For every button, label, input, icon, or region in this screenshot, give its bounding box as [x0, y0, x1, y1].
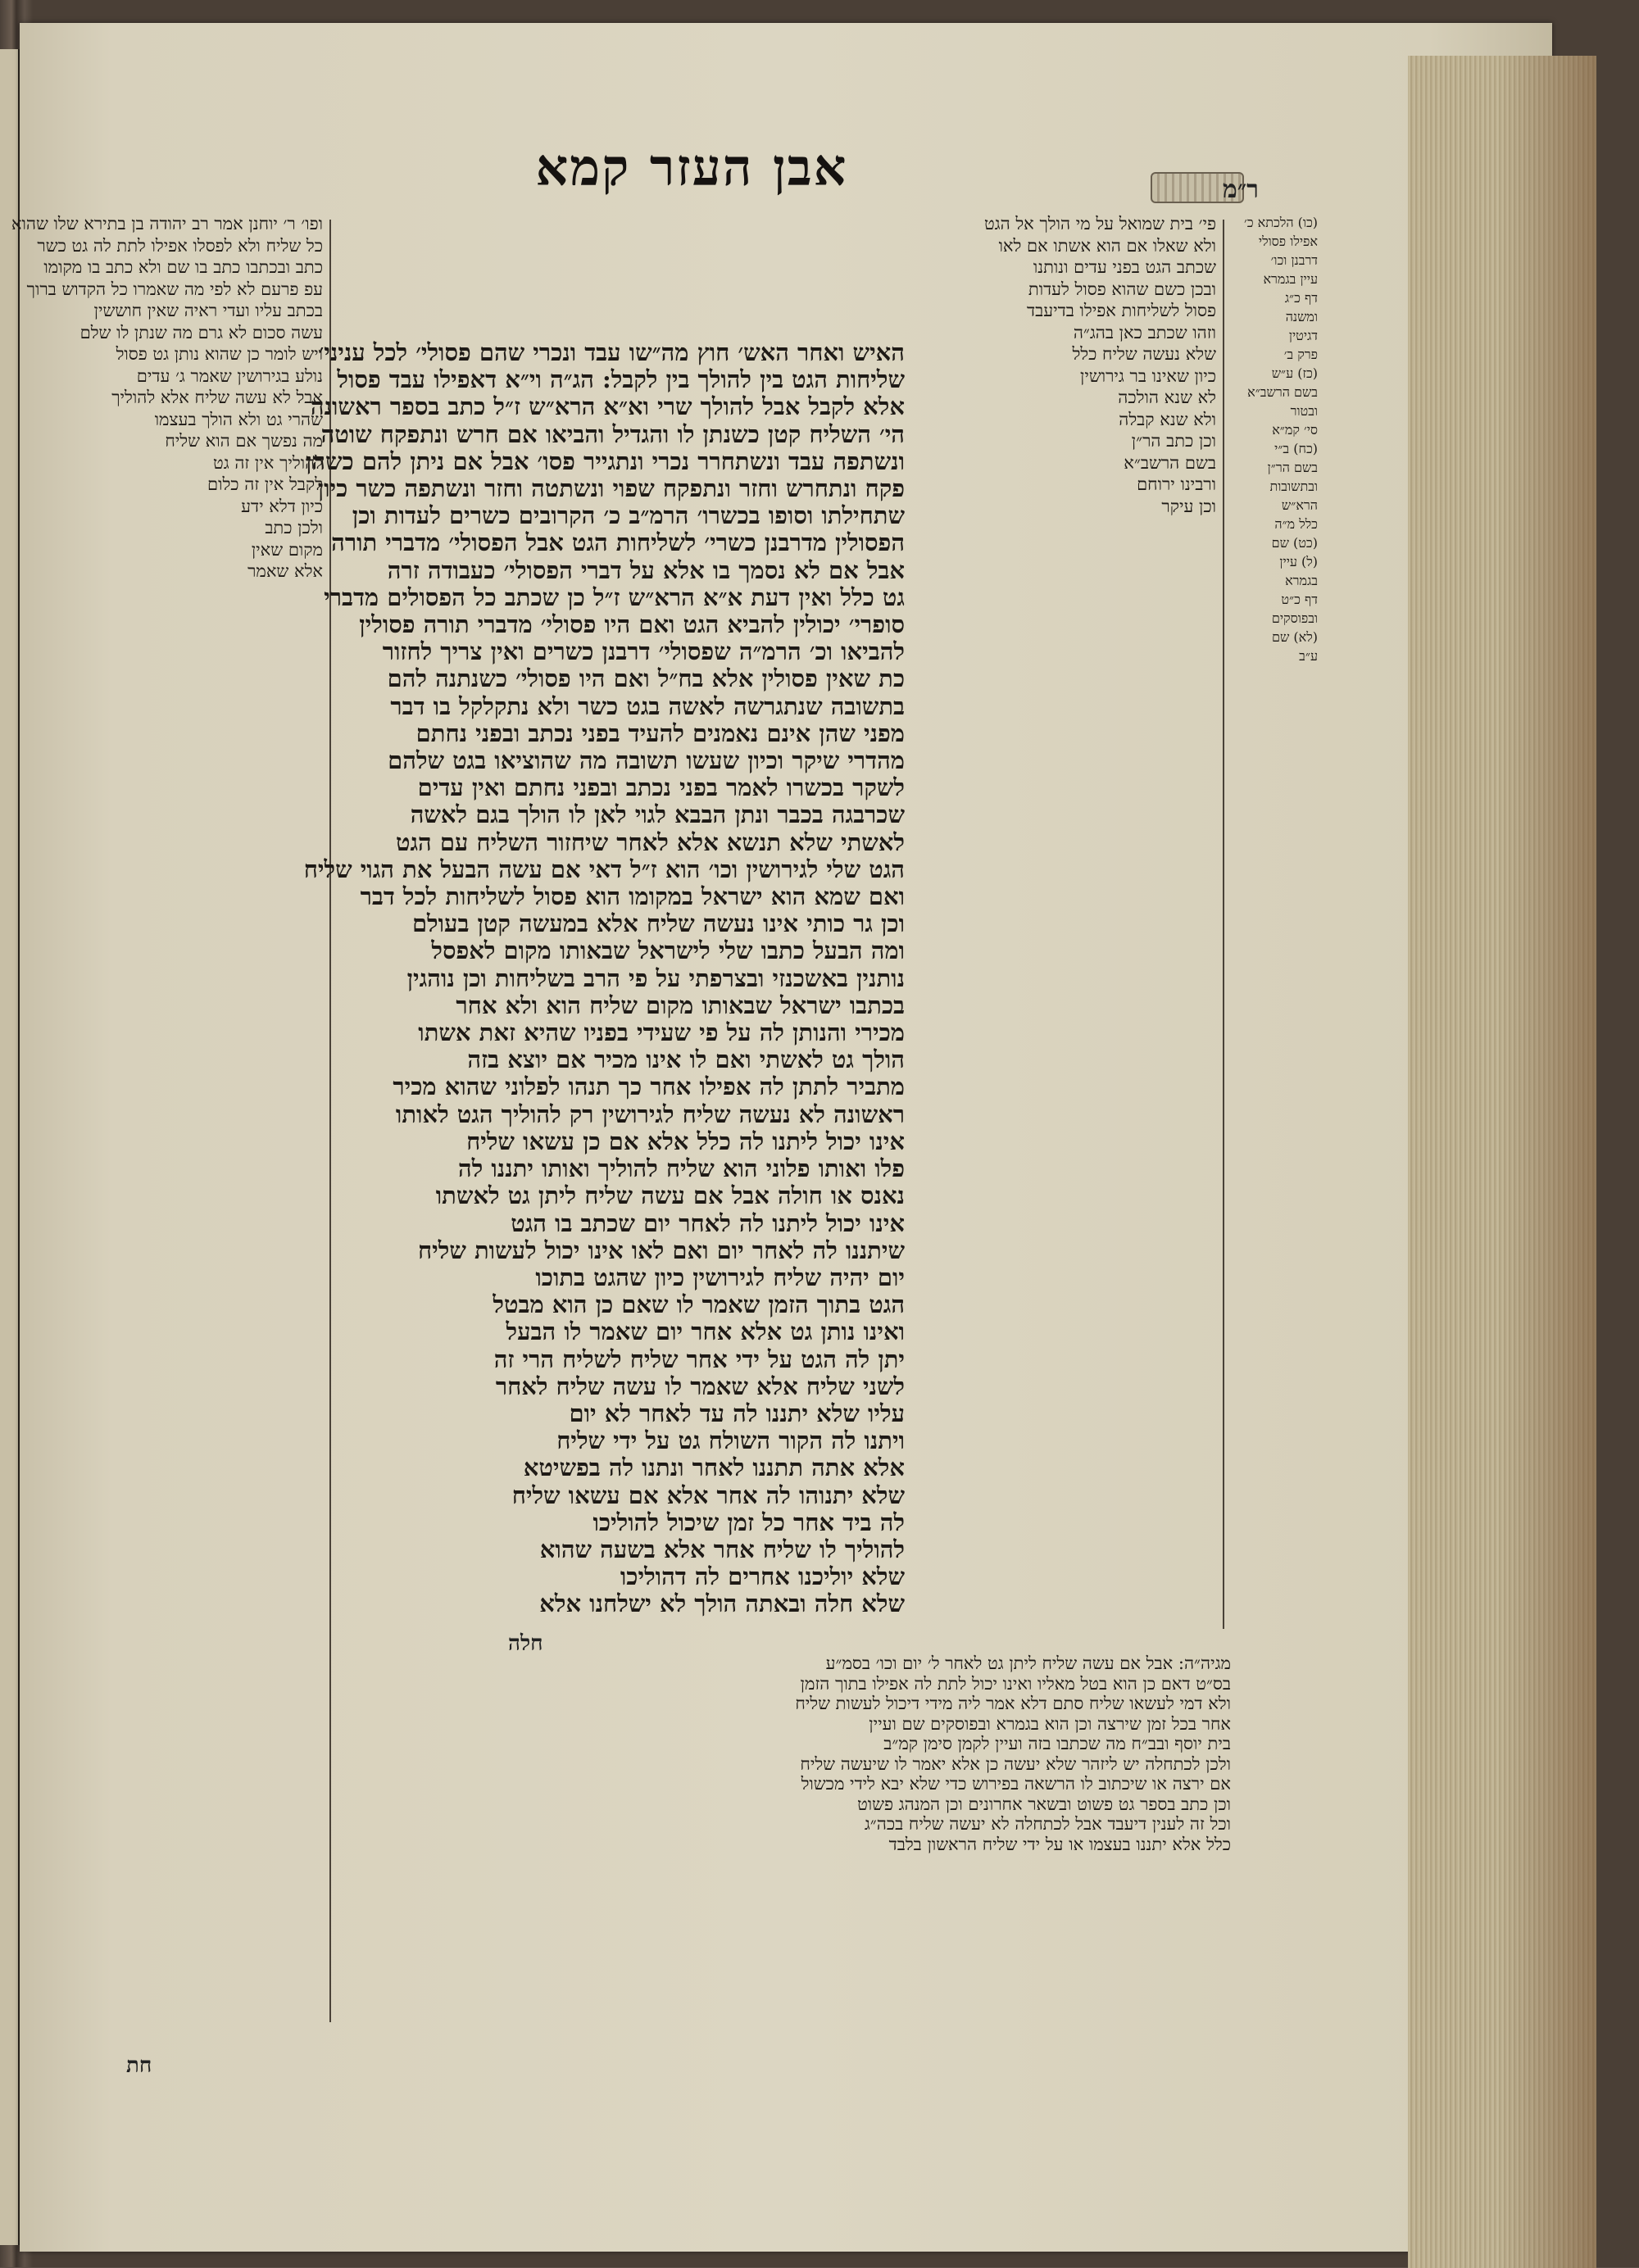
main-text-line: וכן גר כותי אינו נעשה שליח אלא במעשה קטן בעולם — [411, 909, 905, 938]
main-text-line: ויתנו לה הקור השולח גט על ידי שליח — [556, 1427, 905, 1455]
margin-note-line: דרבנן וכו׳ — [1270, 252, 1318, 268]
margin-note-line: ובטור — [1290, 403, 1318, 419]
commentary-line: ולכן כתב — [265, 518, 323, 538]
commentary-line: לא שנא הולכה — [1118, 388, 1216, 407]
page-marker: ר״מ — [1223, 175, 1259, 204]
main-text-line: שכרבגה בכבר ונתן הבבא לגוי לאן לו הולך בגם לאשה — [410, 801, 905, 829]
page-block-edge — [1408, 56, 1596, 2268]
section-word: חלה — [508, 1631, 543, 1656]
margin-note-line: (ל) עיין — [1279, 554, 1318, 569]
margin-note-line: הרא״ש — [1281, 497, 1318, 513]
commentary-line: נולע בגירושין שאמר ג׳ עדים — [136, 365, 323, 386]
commentary-line: וכן עיקר — [1161, 496, 1216, 516]
commentary-line: שלא נעשה שליח כלל — [1072, 344, 1216, 364]
main-text-line: ראשונה לא נעשה שליח לגירושין רק להוליך הגט לאותו — [395, 1100, 905, 1128]
bottom-note-line: כלל אלא יתננו בעצמו או על ידי שליח הראשון בלבד — [888, 1834, 1231, 1854]
main-text-line: הגט בתוך הזמן שאמר לו שאם כן הוא מבטל — [493, 1290, 905, 1319]
commentary-line: לקבל אין זה כלום — [207, 474, 323, 494]
main-text-line: פקח ונתחרש וחזר ונתפקח שפוי ונשתטה וחזר ונשתפה כשר כיון — [317, 474, 905, 503]
margin-note-line: אפילו פסולי — [1258, 234, 1318, 249]
margin-note-line: עיין בגמרא — [1263, 271, 1318, 287]
column-rule-right — [1223, 220, 1224, 1629]
main-text-line: שליחות הגט בין להולך בין לקבל: הג״ה וי״א דאפילו עבד פסול — [337, 365, 905, 394]
running-title: אבן העזר קמא — [535, 138, 848, 197]
bottom-note-line: בית יוסף ובב״ח מה שכתבו בזה ועיין לקמן סימן קמ״ב — [883, 1734, 1231, 1753]
main-text-line: ואם שמא הוא ישראל במקומו הוא פסול לשליחות לכל דבר — [360, 882, 905, 911]
main-text-line: שלא חלה ובאתה הולך לא ישלחנו אלא — [539, 1590, 905, 1618]
page-text-area — [11, 23, 1408, 2252]
main-text-line: בתשובה שנתגרשה לאשה בגט כשר ולא נתקלקל בו דבר — [390, 692, 905, 720]
margin-notes-column — [1229, 213, 1318, 1442]
main-text-line: גט כלל ואין דעת א״א הרא״ש ז״ל כן שכתב כל הפסולים מדברי — [324, 583, 905, 611]
main-text-line: הולך גט לאשתי ואם לו אינו מכיר אם יוצא בזה — [467, 1046, 905, 1074]
main-text-line: מפני שהן אינם נאמנים להעיד בפני נכתב ובפני נחתם — [415, 719, 905, 747]
main-text-line: אינו יכול ליתנו לה לאחר יום שכתב בו הגט — [511, 1209, 905, 1237]
bottom-notes-block — [51, 1653, 1231, 2039]
commentary-line: שהרי גט ולא הולך בעצמו — [154, 409, 323, 429]
main-text-line: מתביר לתתן לה אפילו אחר כך תנהו לפלוני שהוא מכיר — [393, 1073, 905, 1101]
main-text-line: לה ביד אחר כל זמן שיכול להוליכו — [592, 1508, 905, 1536]
margin-note-line: (כח) ב״י — [1274, 441, 1318, 456]
margin-note-line: (לא) שם — [1272, 629, 1318, 645]
main-text-line: הי׳ השליח קטן כשנתן לו והגדיל והביאו אם חרש ונתפקח שוטה — [320, 420, 905, 448]
margin-note-line: (כז) ע״ש — [1271, 365, 1318, 381]
margin-note-line: כלל מ״ה — [1274, 516, 1318, 532]
commentary-line: עשה סכום לא גרם מה שנתן לו שלם — [79, 322, 323, 342]
bottom-note-line: וכן כתב בספר גט פשוט ובשאר אחרונים וכן המנהג פשוט — [857, 1794, 1231, 1814]
main-text-line: ומה הבעל כתבו שלי לישראל שבאותו מקום לאפסל — [431, 937, 905, 965]
commentary-line: אלא שאמר — [247, 561, 323, 581]
main-text-line: יום יהיה שליח לגירושין כיון שהגט בתוכו — [535, 1263, 905, 1291]
commentary-line: פסול לשליחות אפילו בדיעבד — [1027, 301, 1216, 320]
main-text-line: מכירי והנותן לה על פי שעידי בפניו שהיא זאת אשתו — [418, 1018, 905, 1047]
commentary-line: ולא שאלו אם הוא אשתו אם לאו — [998, 235, 1216, 256]
book-page — [11, 23, 1552, 2252]
main-text-line: להביאו וכ׳ הרמ״ה שפסולי׳ דרבנן כשרים ואין צריך לחזור — [382, 637, 905, 666]
main-text-line: שיתננו לה לאחר יום ואם לאו אינו יכול לעשות שליח — [418, 1236, 905, 1264]
commentary-line: ובכן כשם שהוא פסול לעדות — [1028, 279, 1216, 299]
commentary-line: כתב ובכתבו כתב בו שם ולא כתב בו מקומו — [43, 257, 323, 277]
main-text-line: להוליך לו שליח אחר אלא בשעה שהוא — [539, 1535, 905, 1563]
bottom-note-line: מגיה״ה: אבל אם עשה שליח ליתן גט לאחר ל׳ יום וכו׳ בסמ״ע — [825, 1653, 1231, 1673]
main-text-line: האיש ואחר האש׳ חוץ מה״שו עבד ונכרי שהם פסולי׳ לכל עניני׳ — [318, 338, 905, 366]
main-text-line: פלו ואותו פלוני הוא שליח להוליך ואותו יתננו לה — [458, 1154, 905, 1183]
commentary-line: ויש לומר כן שהוא נותן גט פסול — [116, 344, 323, 364]
left-commentary-column — [11, 213, 323, 1631]
bottom-note-line: ולכן לכתחלה יש ליזהר שלא יעשה כן אלא יאמר לו שיעשה שליח — [800, 1753, 1231, 1774]
main-text-line: הפסולין מדרבנן כשרי׳ לשליחות הגט אבל הפסולי׳ מדברי תורה — [331, 528, 905, 557]
commentary-line: עפ פרעם לא לפי מה שאמרו כל הקדוש ברוך — [26, 279, 323, 299]
margin-note-line: (כו) הלכתא כ׳ — [1244, 215, 1318, 230]
margin-note-line: בשם הרשב״א — [1247, 384, 1318, 400]
commentary-line: אבל לא עשה שליח אלא להוליך — [111, 388, 323, 407]
margin-note-line: סי׳ קמ״א — [1272, 422, 1318, 438]
main-text-line: מהדרי שיקר וכיון שעשו תשובה מה שהוציאו בגט שלהם — [388, 746, 905, 775]
main-text-line: לשני שליח אלא שאמר לו עשה שליח לאחר — [495, 1372, 905, 1400]
main-text-line: נותנין באשכנזי ובצרפתי על פי הרב בשליחות וכן נוהגין — [406, 964, 905, 992]
main-text-line: שתחילתו וסופו בכשרו׳ הרמ״ב כ׳ הקרובים כשרים לעדות וכן — [352, 501, 905, 530]
catchword: חת — [126, 2053, 152, 2078]
commentary-line: כיון שאינו בר גירושין — [1080, 365, 1216, 386]
margin-note-line: דף כ״ט — [1281, 592, 1318, 607]
margin-note-line: (כט) שם — [1271, 535, 1318, 551]
margin-note-line: דגיטין — [1288, 328, 1318, 343]
previous-page-edge — [0, 49, 20, 2245]
margin-note-line: פרק ב׳ — [1283, 347, 1318, 362]
main-text-line: אלא אתה תתננו לאחר ונתנו לה בפשיטא — [523, 1454, 905, 1482]
commentary-line: וזהו שכתב כאן בהג״ה — [1073, 322, 1216, 342]
main-text-column — [303, 338, 905, 1618]
main-text-line: אינו יכול ליתנו לה כלל אלא אם כן עשאו שליח — [466, 1127, 905, 1155]
main-text-line: ונשתפה עבד ונשתחרר נכרי ונתגייר פסו׳ אבל אם ניתן להם כשהן — [305, 447, 905, 475]
main-text-line: סופרי׳ יכולין להביא הגט ואם היו פסולי׳ מדברי תורה פסולין — [359, 610, 905, 639]
commentary-line: בשם הרשב״א — [1124, 452, 1216, 473]
bottom-note-line: בס״ט דאם כן הוא בטל מאליו ואינו יכול לתת לה אפילו בתוך הזמן — [800, 1673, 1231, 1694]
margin-note-line: ע״ב — [1299, 648, 1318, 664]
commentary-line: בכתב עליו ועדי ראיה שאין חוששין — [93, 301, 323, 320]
bottom-note-line: וכל זה לענין דיעבד אבל לכתחלה לא יעשה שליח בכה״ג — [864, 1814, 1231, 1834]
main-text-line: לשקר בכשרו לאמר בפני נכתב ובפני נחתם ואין עדים — [417, 773, 905, 802]
commentary-line: פי׳ בית שמואל על מי הולך אל הגט — [983, 214, 1216, 234]
commentary-line: וכן כתב הר״ן — [1131, 431, 1216, 451]
main-text-line: אלא לקבל אבל להולך שרי וא״א הרא״ש ז״ל כתב בספר ראשונה — [310, 392, 905, 421]
main-text-line: כת שאין פסולין אלא בח״ל ואם היו פסולי׳ כשנתנה להם — [387, 665, 905, 693]
commentary-line: ולא שנא קבלה — [1119, 409, 1216, 429]
main-text-line: בכתבו ישראל שבאותו מקום שליח הוא ולא אחר — [456, 991, 905, 1019]
commentary-line: להוליך אין זה גט — [213, 452, 323, 473]
main-text-line: יתן לה הגט על ידי אחר שליח לשליח הרי זה — [493, 1345, 905, 1373]
commentary-line: ורבינו ירוחם — [1137, 474, 1216, 494]
commentary-line: ופו׳ ר׳ יוחנן אמר רב יהודה בן בתירא שלו שהוא — [11, 214, 323, 234]
main-text-line: לאשתי שלא תנשא אלא לאחר שיחזור השליח עם הגט — [395, 828, 905, 856]
commentary-line: מקום שאין — [251, 539, 323, 560]
main-text-line: נאנס או חולה אבל אם עשה שליח ליתן גט לאשתו — [435, 1182, 905, 1210]
margin-note-line: בגמרא — [1285, 573, 1318, 588]
main-text-line: עליו שלא יתננו לה עד לאחר לא יום — [569, 1399, 905, 1427]
main-text-line: הגט שלי לגירושין וכו׳ הוא ז״ל דאי אם עשה הבעל את הגוי שליח — [303, 855, 905, 883]
margin-note-line: ובפוסקים — [1271, 610, 1318, 626]
margin-note-line: דף כ״ג — [1284, 290, 1318, 306]
right-commentary-column — [913, 213, 1216, 1631]
commentary-line: כיון דלא ידע — [241, 496, 323, 516]
commentary-line: מה נפשך אם הוא שליח — [165, 431, 323, 451]
main-text-line: ואינו נותן גט אלא אחר יום שאמר לו הבעל — [506, 1318, 905, 1346]
margin-note-line: ומשנה — [1285, 309, 1318, 324]
commentary-line: שכתב הגט בפני עדים ונותנו — [1033, 257, 1216, 277]
bottom-note-line: אם ירצה או שיכתוב לו הרשאה בפירוש כדי שלא יבא לידי מכשול — [801, 1774, 1231, 1794]
main-text-line: שלא יוליכנו אחרים לה דהוליכו — [620, 1563, 905, 1591]
margin-note-line: בשם הר״ן — [1267, 460, 1318, 475]
bottom-note-line: אחר בכל זמן שירצה וכן הוא בגמרא ובפוסקים שם ועיין — [869, 1713, 1231, 1734]
main-text-line: אבל אם לא נסמך בו אלא על דברי הפסולי׳ כעבודה זרה — [387, 556, 905, 584]
commentary-line: כל שליח ולא לפסלו אפילו לתת לה גט כשר — [37, 235, 323, 256]
margin-note-line: ובתשובות — [1269, 479, 1318, 494]
main-text-line: שלא יתנוהו לה אחר אלא אם עשאו שליח — [511, 1481, 905, 1509]
bottom-note-line: ולא דמי לעשאו שליח סתם דלא אמר ליה מידי דיכול לעשות שליח — [795, 1694, 1231, 1713]
